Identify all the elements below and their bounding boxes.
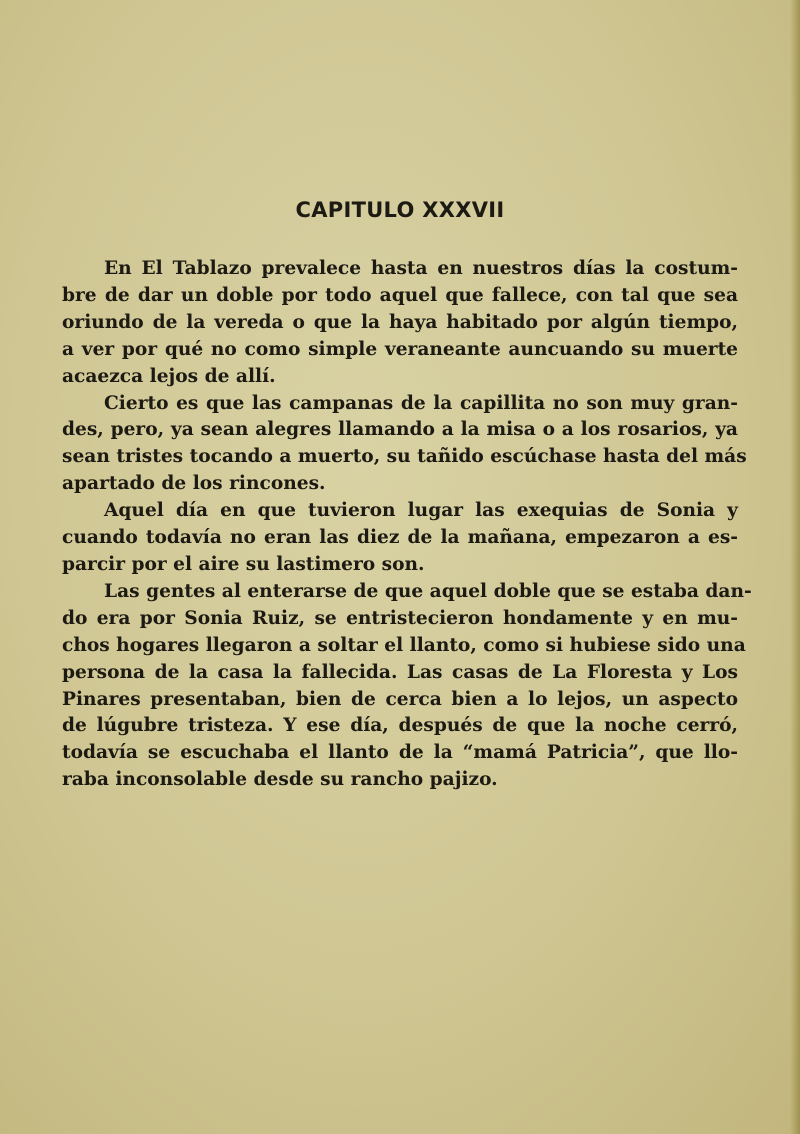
text-line: todavía se escuchaba el llanto de la “mamá Patricia”, que llo- — [62, 742, 738, 764]
text-line: do era por Sonia Ruiz, se entristecieron hondamente y en mu- — [62, 607, 738, 629]
text-line: oriundo de la vereda o que la haya habitado por algún tiempo, — [62, 311, 738, 333]
paragraph-1 — [62, 256, 738, 391]
text-line: a ver por qué no como simple veraneante auncuando su muerte — [62, 338, 738, 360]
text-line: cuando todavía no eran las diez de la mañana, empezaron a es- — [62, 527, 738, 549]
text-line: acaezca lejos de allí. — [62, 365, 276, 387]
paragraph-2 — [62, 391, 747, 499]
text-line: Cierto es que las campanas de la capillita no son muy gran- — [104, 392, 738, 414]
chapter-body — [62, 256, 752, 794]
page-edge-shadow — [790, 0, 800, 1134]
text-line: apartado de los rincones. — [62, 473, 326, 495]
paragraph-3 — [62, 498, 738, 579]
text-line: En El Tablazo prevalece hasta en nuestros días la costum- — [104, 258, 738, 279]
text-line: des, pero, ya sean alegres llamando a la misa o a los rosarios, ya — [62, 419, 738, 441]
text-line: bre de dar un doble por todo aquel que fallece, con tal que sea — [62, 284, 738, 306]
text-line: Aquel día en que tuvieron lugar las exequias de Sonia y — [104, 500, 738, 522]
text-line: raba inconsolable desde su rancho pajizo. — [62, 769, 498, 791]
chapter-title: CAPITULO XXXVII — [295, 198, 505, 222]
text-line: Las gentes al enterarse de que aquel doble que se estaba dan- — [104, 580, 752, 602]
text-line: parcir por el aire su lastimero son. — [62, 553, 425, 575]
text-line: persona de la casa la fallecida. Las casas de La Floresta y Los — [62, 661, 738, 683]
text-line: de lúgubre tristeza. Y ese día, después de que la noche cerró, — [62, 715, 738, 737]
text-line: Pinares presentaban, bien de cerca bien a lo lejos, un aspecto — [62, 688, 738, 710]
text-line: chos hogares llegaron a soltar el llanto, como si hubiese sido una — [62, 634, 746, 656]
text-line: sean tristes tocando a muerto, su tañido escúchase hasta del más — [62, 446, 747, 468]
paragraph-4 — [62, 579, 752, 794]
